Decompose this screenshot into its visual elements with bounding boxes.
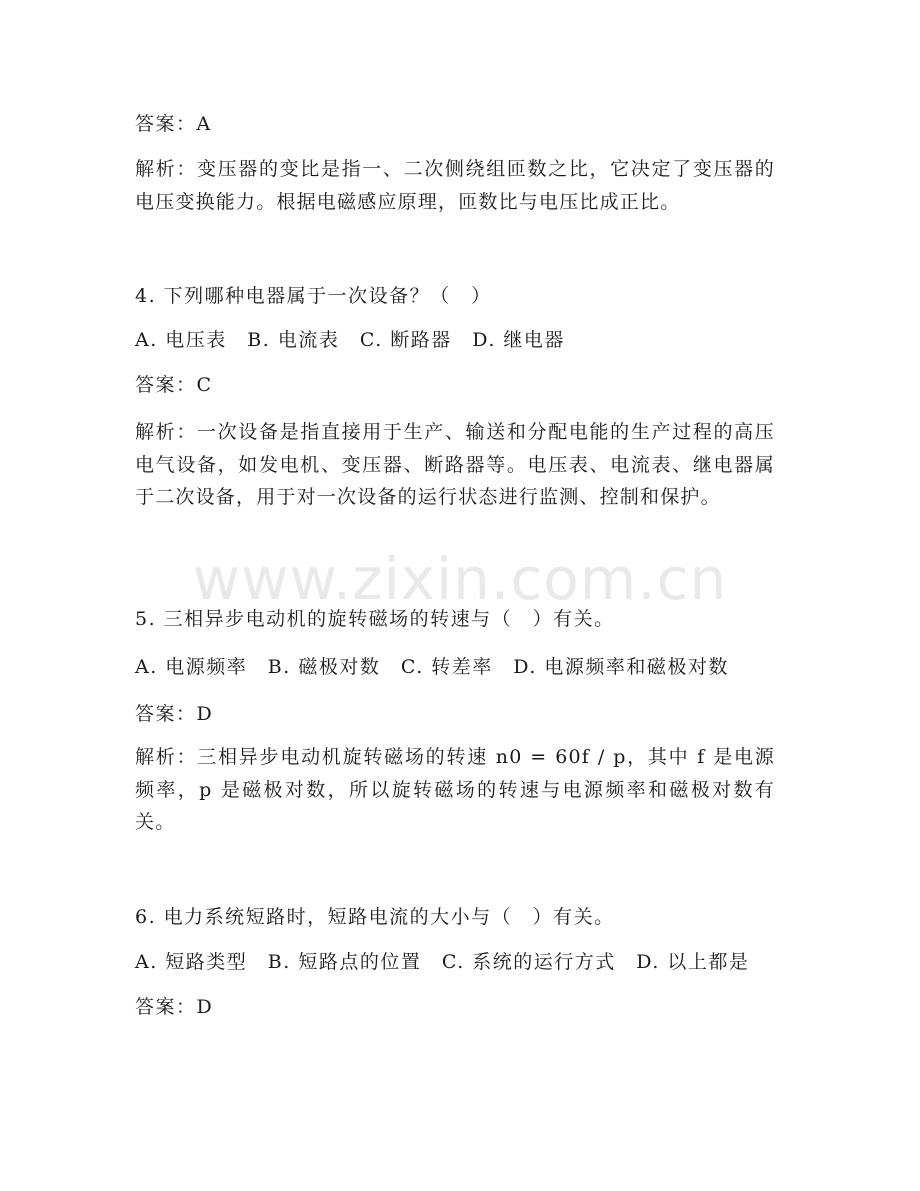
q5-question: 5. 三相异步电动机的旋转磁场的转速与（ ）有关。 [135, 608, 615, 630]
q4-options: A. 电压表 B. 电流表 C. 断路器 D. 继电器 [135, 329, 565, 351]
q5-options: A. 电源频率 B. 磁极对数 C. 转差率 D. 电源频率和磁极对数 [135, 656, 729, 678]
q6-options: A. 短路类型 B. 短路点的位置 C. 系统的运行方式 D. 以上都是 [135, 951, 750, 973]
q4-analysis: 解析：一次设备是指直接用于生产、输送和分配电能的生产过程的高压电气设备，如发电机、变压器、断路器等。电压表、电流表、继电器属于二次设备，用于对一次设备的运行状态进行监测、控制和保护。 [135, 421, 775, 508]
watermark: www.zixin.com.cn [192, 545, 728, 613]
q4-question: 4. 下列哪种电器属于一次设备？（ ） [135, 285, 492, 307]
q3-answer: 答案：A [135, 113, 212, 135]
q5-analysis: 解析：三相异步电动机旋转磁场的转速 n0 = 60f / p，其中 f 是电源频率，p 是磁极对数，所以旋转磁场的转速与电源频率和磁极对数有关。 [135, 746, 775, 833]
q4-answer: 答案：C [135, 374, 213, 396]
q5-answer: 答案：D [135, 703, 214, 725]
q6-question: 6. 电力系统短路时，短路电流的大小与（ ）有关。 [135, 906, 615, 928]
q6-answer: 答案：D [135, 996, 214, 1018]
q3-analysis: 解析：变压器的变比是指一、二次侧绕组匝数之比，它决定了变压器的电压变换能力。根据电磁感应原理，匝数比与电压比成正比。 [135, 158, 775, 213]
